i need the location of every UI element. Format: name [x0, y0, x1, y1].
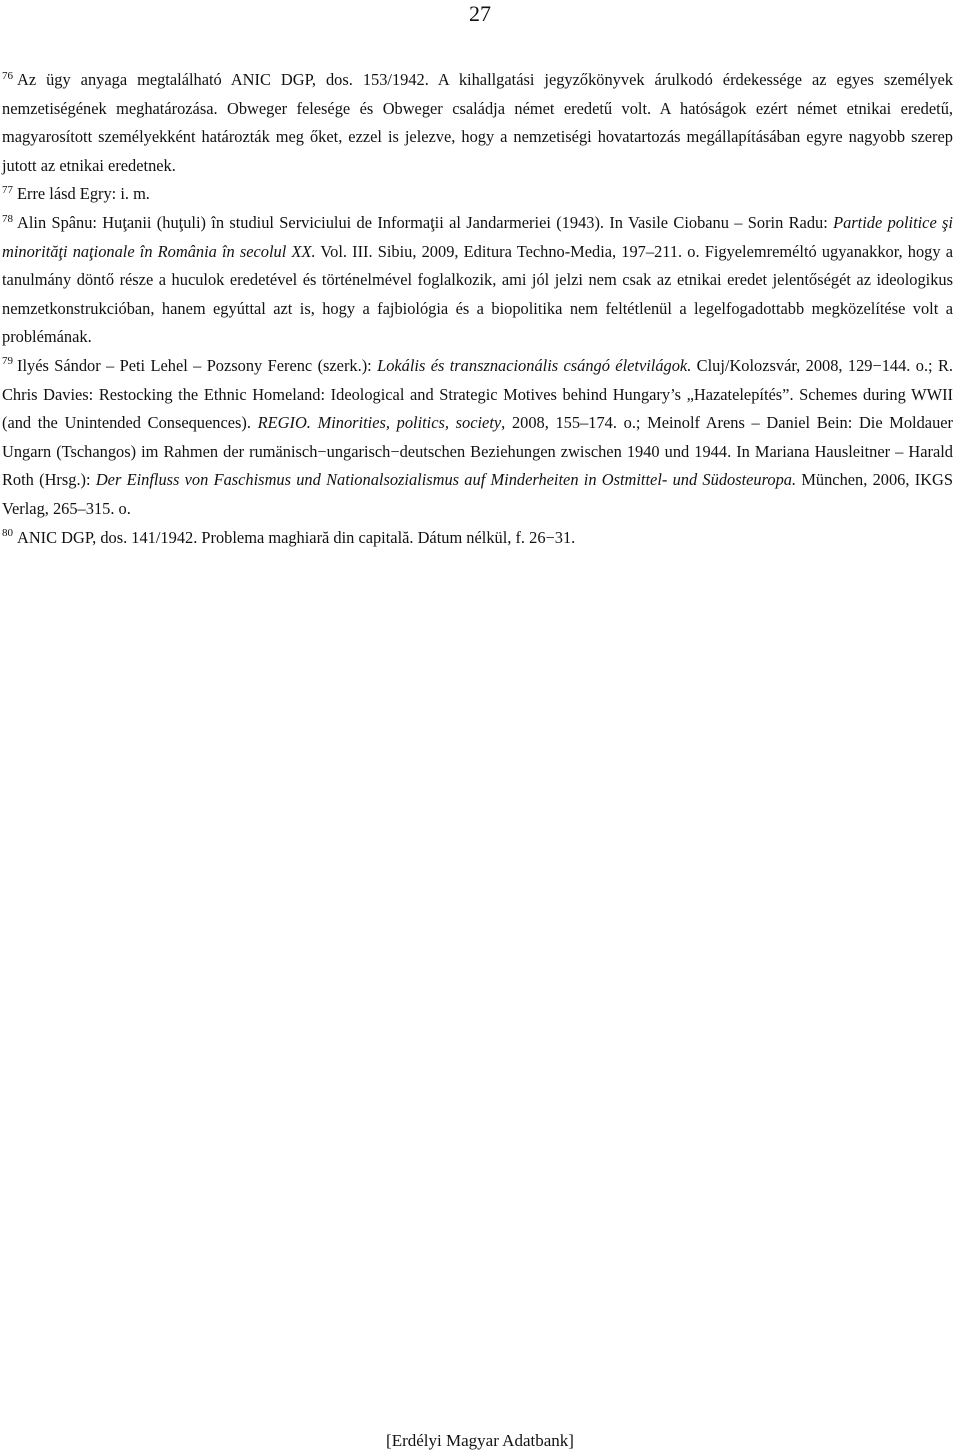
footnote-number: 76 — [2, 69, 13, 82]
page-number: 27 — [469, 1, 491, 26]
footnote-text: Alin Spânu: Huţanii (huţuli) în studiul Serviciului de Informaţii al Jandarmeriei (1943). In Vasile Ciobanu – Sorin Radu: — [17, 212, 834, 232]
footnote-italic-text: REGIO. Minorities, politics, society — [257, 413, 502, 433]
footnote-79 — [2, 352, 953, 524]
footnote-number: 77 — [2, 183, 13, 196]
footnote-77 — [2, 180, 953, 209]
footnote-number: 78 — [2, 212, 13, 225]
footnote-text: Az ügy anyaga megtalálható ANIC DGP, dos. 153/1942. A kihallgatási jegyzőkönyvek árulkodó érdekessége az egyes személyek nemzetiségének meghatározása. Obweger felesége és Obweger családja német eredetű volt. A hatóságok ezért német etnikai eredetű, magyarosított személyekként határozták meg őket, ezzel is jelezve, hogy a nemzetiségi hovatartozás megállapításában egyre nagyobb szerep jutott az etnikai eredetnek. — [2, 70, 953, 175]
footnote-76 — [2, 66, 953, 180]
footnote-italic-text: Lokális és transznacionális csángó életvilágok. — [377, 355, 692, 375]
footnote-text: Cluj/Kolozsvár, 2008, 129−144. o.; R. Chris Davies: Restocking the Ethnic Homeland: Ideological and Strategic Motives behind Hungary’s „Hazatelepítés”. Schemes during WWII (and the Unintended Consequences). — [2, 355, 953, 433]
footnote-text: Vol. III. Sibiu, 2009, Editura Techno-Media, 197–211. o. Figyelemreméltó ugyanakkor, hogy a tanulmány döntő része a huculok eredetével és történelmével foglalkozik, ami jól jelzi nem csak az etnikai eredet jelentőségét az ideologikus nemzetkonstrukcióban, hanem egyúttal azt is, hogy a fajbiológia és a biopolitika nem feltétlenül a legelfogadottabb megközelítése volt a problémának. — [2, 241, 953, 347]
footnote-number: 79 — [2, 355, 13, 368]
footnote-number: 80 — [2, 527, 13, 540]
footnote-80 — [2, 524, 953, 553]
footnote-italic-text: Partide politice şi minorităţi naţionale în România în secolul XX. — [2, 212, 953, 261]
footnote-text: ANIC DGP, dos. 141/1942. Problema maghiară din capitală. Dátum nélkül, f. 26−31. — [17, 527, 576, 547]
footnote-text: , 2008, 155–174. o.; Meinolf Arens – Daniel Bein: Die Moldauer Ungarn (Tschangos) im Rahmen der rumänisch−ungarisch−deutschen Beziehungen zwischen 1940 und 1944. In Mariana Hausleitner – Harald Roth (Hrsg.): — [2, 413, 953, 490]
page-footer: [Erdélyi Magyar Adatbank] — [386, 1431, 574, 1450]
footnote-text: Erre lásd Egry: i. m. — [17, 184, 150, 204]
footnote-italic-text: Der Einfluss von Faschismus und Nationalsozialismus auf Minderheiten in Ostmittel- und Südosteuropa. — [95, 470, 797, 490]
footnotes-section — [2, 66, 953, 552]
footnote-text: München, 2006, IKGS Verlag, 265–315. o. — [2, 470, 953, 518]
footnote-78 — [2, 209, 953, 352]
footnote-text: Ilyés Sándor – Peti Lehel – Pozsony Ferenc (szerk.): — [17, 355, 378, 375]
